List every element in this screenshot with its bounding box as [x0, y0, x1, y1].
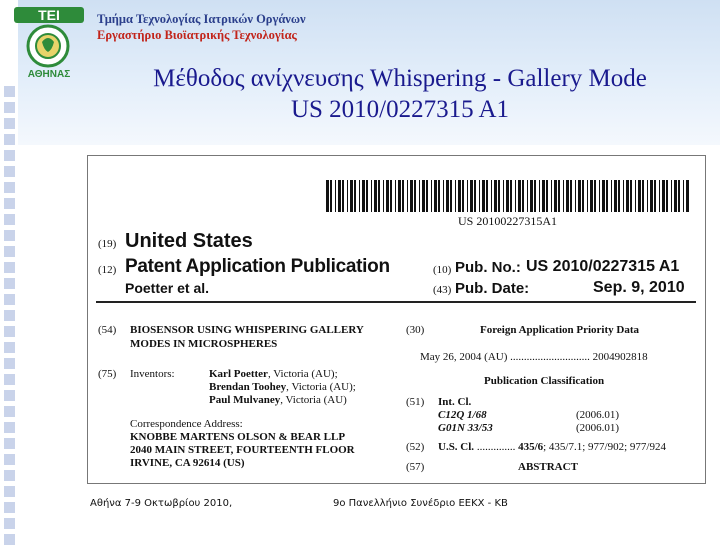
inventor-2: Brendan Toohey, Victoria (AU);	[209, 381, 356, 393]
sidebar-square	[4, 406, 15, 417]
pub-no-value: US 2010/0227315 A1	[526, 258, 680, 275]
barcode-bar	[330, 180, 332, 212]
field-code-10: (10)	[433, 264, 452, 276]
pub-date-label: Pub. Date:	[455, 280, 530, 297]
sidebar-square	[4, 182, 15, 193]
barcode-bar	[678, 180, 680, 212]
footer-date-location: Αθήνα 7-9 Οκτωβρίου 2010,	[90, 498, 233, 509]
barcode-bar	[431, 180, 432, 212]
sidebar-square	[4, 86, 15, 97]
sidebar-square	[4, 198, 15, 209]
sidebar-square	[4, 374, 15, 385]
barcode-bar	[338, 180, 341, 212]
barcode-bar	[326, 180, 329, 212]
barcode-bar	[438, 180, 440, 212]
foreign-priority-label: Foreign Application Priority Data	[480, 324, 639, 336]
barcode-bar	[443, 180, 444, 212]
barcode-bar	[674, 180, 677, 212]
int-cl-1: C12Q 1/68	[438, 409, 487, 421]
barcode-bar	[467, 180, 468, 212]
field-code-30: (30)	[406, 324, 425, 336]
pub-no-label: Pub. No.:	[455, 259, 521, 276]
barcode-bar	[383, 180, 384, 212]
inventor-1: Karl Poetter, Victoria (AU);	[209, 368, 338, 380]
barcode-bar	[671, 180, 672, 212]
barcode-bar	[662, 180, 665, 212]
barcode-bar	[578, 180, 581, 212]
inventor-3: Paul Mulvaney, Victoria (AU)	[209, 394, 347, 406]
field-code-12: (12)	[98, 264, 117, 276]
barcode-bar	[618, 180, 620, 212]
barcode-bar	[494, 180, 497, 212]
document-type: Patent Application Publication	[125, 256, 390, 277]
barcode-bar	[650, 180, 653, 212]
barcode-bar	[362, 180, 365, 212]
correspondence-line2: 2040 MAIN STREET, FOURTEENTH FLOOR	[130, 444, 355, 456]
barcode-bar	[558, 180, 560, 212]
barcode-bar	[614, 180, 617, 212]
invention-title-line1: BIOSENSOR USING WHISPERING GALLERY	[130, 324, 364, 336]
barcode-bar	[359, 180, 360, 212]
sidebar-square	[4, 438, 15, 449]
inventors-label: Inventors:	[130, 368, 175, 380]
barcode-bar	[419, 180, 420, 212]
barcode-bar	[354, 180, 356, 212]
field-code-51: (51)	[406, 396, 425, 408]
barcode-bar	[498, 180, 500, 212]
sidebar-square	[4, 358, 15, 369]
barcode-bar	[518, 180, 521, 212]
barcode-bar	[554, 180, 557, 212]
logo-city: ΑΘΗΝΑΣ	[27, 69, 71, 80]
sidebar-square	[4, 118, 15, 129]
barcode-bar	[410, 180, 413, 212]
barcode-bar	[395, 180, 396, 212]
barcode-bar	[611, 180, 612, 212]
barcode-bar	[666, 180, 668, 212]
field-code-57: (57)	[406, 461, 425, 473]
barcode-bar	[542, 180, 545, 212]
barcode-bar	[470, 180, 473, 212]
barcode-bar	[446, 180, 449, 212]
field-code-54: (54)	[98, 324, 117, 336]
barcode-bar	[647, 180, 648, 212]
sidebar-square	[4, 486, 15, 497]
barcode-bar	[594, 180, 596, 212]
barcode-bar	[474, 180, 476, 212]
country: United States	[125, 230, 253, 252]
sidebar-square	[4, 310, 15, 321]
barcode-bar	[462, 180, 464, 212]
barcode	[326, 180, 690, 212]
sidebar-square	[4, 326, 15, 337]
barcode-bar	[414, 180, 416, 212]
correspondence-line1: KNOBBE MARTENS OLSON & BEAR LLP	[130, 431, 346, 443]
barcode-bar	[390, 180, 392, 212]
field-code-19: (19)	[98, 238, 117, 250]
barcode-bar	[623, 180, 624, 212]
barcode-bar	[426, 180, 428, 212]
int-cl-label: Int. Cl.	[438, 396, 472, 408]
barcode-bar	[522, 180, 524, 212]
barcode-bar	[402, 180, 404, 212]
barcode-bar	[599, 180, 600, 212]
barcode-number: US 20100227315A1	[458, 214, 558, 228]
sidebar-square	[4, 454, 15, 465]
barcode-bar	[515, 180, 516, 212]
field-code-52: (52)	[406, 441, 425, 453]
field-code-75: (75)	[98, 368, 117, 380]
correspondence-line3: IRVINE, CA 92614 (US)	[130, 457, 245, 469]
barcode-bar	[683, 180, 684, 212]
barcode-bar	[386, 180, 389, 212]
divider	[96, 301, 696, 303]
sidebar-square	[4, 502, 15, 513]
patent-document-image	[87, 155, 706, 484]
barcode-bar	[686, 180, 689, 212]
barcode-bar	[527, 180, 528, 212]
barcode-bar	[539, 180, 540, 212]
field-code-43: (43)	[433, 284, 452, 296]
barcode-bar	[606, 180, 608, 212]
barcode-bar	[587, 180, 588, 212]
barcode-bar	[350, 180, 353, 212]
sidebar-square	[4, 214, 15, 225]
barcode-bar	[510, 180, 512, 212]
int-cl-2: G01N 33/53	[438, 422, 493, 434]
us-cl: U.S. Cl. .............. 435/6; 435/7.1; 977/902; 977/924	[438, 441, 666, 453]
barcode-bar	[635, 180, 636, 212]
slide-title	[100, 63, 700, 125]
barcode-bar	[335, 180, 336, 212]
slide-title-line2: US 2010/0227315 A1	[290, 96, 510, 123]
foreign-priority-entry: May 26, 2004 (AU) ............................. 2004902818	[420, 351, 648, 363]
barcode-bar	[503, 180, 504, 212]
barcode-bar	[575, 180, 576, 212]
barcode-bar	[455, 180, 456, 212]
logo-text: ΤΕΙ	[38, 7, 60, 23]
applicant: Poetter et al.	[125, 280, 210, 296]
sidebar-decoration	[0, 0, 18, 540]
barcode-bar	[570, 180, 572, 212]
barcode-bar	[371, 180, 372, 212]
barcode-bar	[482, 180, 485, 212]
barcode-bar	[551, 180, 552, 212]
barcode-bar	[378, 180, 380, 212]
sidebar-square	[4, 262, 15, 273]
barcode-bar	[407, 180, 408, 212]
int-cl-1-date: (2006.01)	[576, 409, 620, 421]
slide-title-line1: Μέθοδος ανίχνευσης Whispering - Gallery Mode	[153, 65, 647, 92]
barcode-bar	[582, 180, 584, 212]
barcode-bar	[566, 180, 569, 212]
barcode-bar	[458, 180, 461, 212]
sidebar-square	[4, 134, 15, 145]
invention-title-line2: MODES IN MICROSPHERES	[130, 338, 278, 350]
barcode-bar	[434, 180, 437, 212]
sidebar-square	[4, 470, 15, 481]
barcode-bar	[398, 180, 401, 212]
barcode-bar	[630, 180, 632, 212]
barcode-bar	[486, 180, 488, 212]
department-header	[97, 11, 306, 43]
barcode-bar	[366, 180, 368, 212]
barcode-bar	[602, 180, 605, 212]
barcode-bar	[626, 180, 629, 212]
sidebar-square	[4, 278, 15, 289]
barcode-bar	[422, 180, 425, 212]
barcode-bar	[530, 180, 533, 212]
barcode-bar	[642, 180, 644, 212]
sidebar-square	[4, 150, 15, 161]
barcode-bar	[450, 180, 452, 212]
sidebar-square	[4, 230, 15, 241]
sidebar-square	[4, 390, 15, 401]
sidebar-square	[4, 342, 15, 353]
barcode-bar	[342, 180, 344, 212]
sidebar-square	[4, 102, 15, 113]
abstract-label: ABSTRACT	[518, 461, 578, 473]
publication-classification-label: Publication Classification	[484, 375, 605, 387]
tei-logo	[8, 4, 90, 80]
barcode-bar	[654, 180, 656, 212]
barcode-bar	[534, 180, 536, 212]
sidebar-square	[4, 294, 15, 305]
sidebar-square	[4, 166, 15, 177]
barcode-bar	[491, 180, 492, 212]
sidebar-square	[4, 422, 15, 433]
barcode-bar	[506, 180, 509, 212]
correspondence-label: Correspondence Address:	[130, 418, 243, 430]
barcode-bar	[638, 180, 641, 212]
barcode-bar	[479, 180, 480, 212]
sidebar-square	[4, 518, 15, 529]
footer-conference: 9ο Πανελλήνιο Συνέδριο ΕΕΚΧ - ΚΒ	[333, 498, 508, 509]
barcode-bar	[347, 180, 348, 212]
lab-name: Εργαστήριο Βιοϊατρικής Τεχνολογίας	[97, 28, 297, 42]
sidebar-square	[4, 246, 15, 257]
barcode-bar	[590, 180, 593, 212]
barcode-bar	[563, 180, 564, 212]
department-name: Τμήμα Τεχνολογίας Ιατρικών Οργάνων	[97, 12, 306, 26]
barcode-bar	[546, 180, 548, 212]
barcode-bar	[374, 180, 377, 212]
int-cl-2-date: (2006.01)	[576, 422, 620, 434]
pub-date-value: Sep. 9, 2010	[593, 279, 685, 296]
barcode-bar	[659, 180, 660, 212]
